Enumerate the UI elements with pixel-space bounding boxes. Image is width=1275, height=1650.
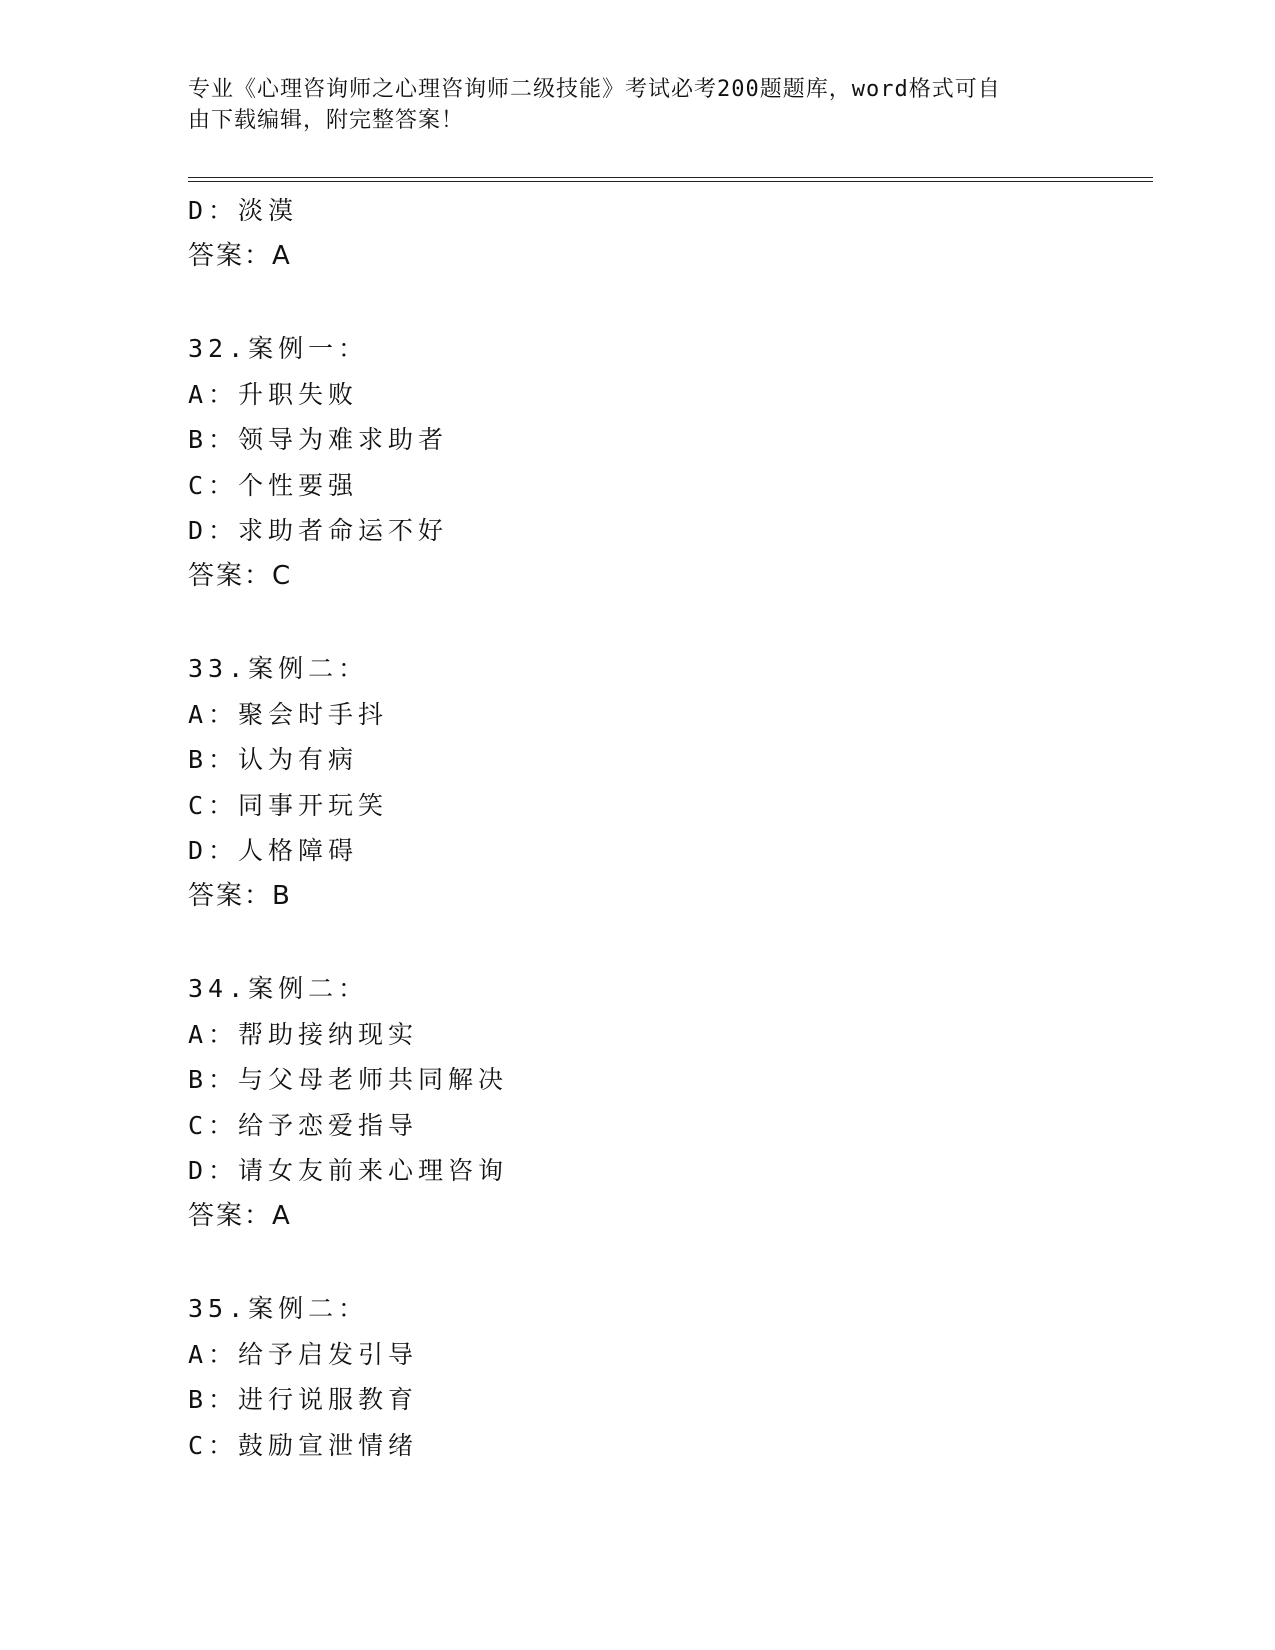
spacer	[188, 1239, 1148, 1286]
header-line-2: 由下载编辑，附完整答案！	[188, 108, 465, 133]
question-title: 32.案例一：	[188, 334, 369, 363]
spacer	[188, 599, 1148, 646]
option-d: D：求助者命运不好	[188, 516, 449, 545]
spacer	[188, 919, 1148, 966]
document-header	[188, 74, 1068, 136]
option-b: B：与父母老师共同解决	[188, 1065, 509, 1094]
option-d: D：淡漠	[188, 196, 299, 225]
option-a: A：给予启发引导	[188, 1339, 419, 1369]
answer-line: 答案：B	[188, 880, 292, 911]
header-line-1: 专业《心理咨询师之心理咨询师二级技能》考试必考200题题库，word格式可自	[188, 77, 1001, 102]
option-b: B：领导为难求助者	[188, 425, 449, 454]
option-b: B：认为有病	[188, 745, 359, 774]
question-31-fragment	[188, 188, 1148, 279]
option-c: C：同事开玩笑	[188, 790, 389, 820]
option-a: A：升职失败	[188, 379, 359, 409]
answer-line: 答案：A	[188, 240, 292, 271]
question-35	[188, 1286, 1148, 1468]
question-title: 34.案例二：	[188, 974, 369, 1003]
question-33	[188, 646, 1148, 919]
option-c: C：给予恋爱指导	[188, 1110, 419, 1140]
question-title: 35.案例二：	[188, 1294, 369, 1323]
option-d: D：人格障碍	[188, 836, 359, 865]
question-list	[188, 188, 1148, 1468]
option-b: B：进行说服教育	[188, 1385, 419, 1414]
question-32	[188, 326, 1148, 599]
spacer	[188, 279, 1148, 326]
header-divider-top	[188, 177, 1153, 178]
option-a: A：聚会时手抖	[188, 699, 389, 729]
option-c: C：鼓励宣泄情绪	[188, 1430, 419, 1460]
answer-line: 答案：A	[188, 1200, 292, 1231]
header-divider-bottom	[188, 181, 1153, 182]
option-a: A：帮助接纳现实	[188, 1019, 419, 1049]
option-c: C：个性要强	[188, 470, 359, 500]
answer-line: 答案：C	[188, 560, 293, 591]
question-34	[188, 966, 1148, 1239]
question-title: 33.案例二：	[188, 654, 369, 683]
option-d: D：请女友前来心理咨询	[188, 1156, 509, 1185]
